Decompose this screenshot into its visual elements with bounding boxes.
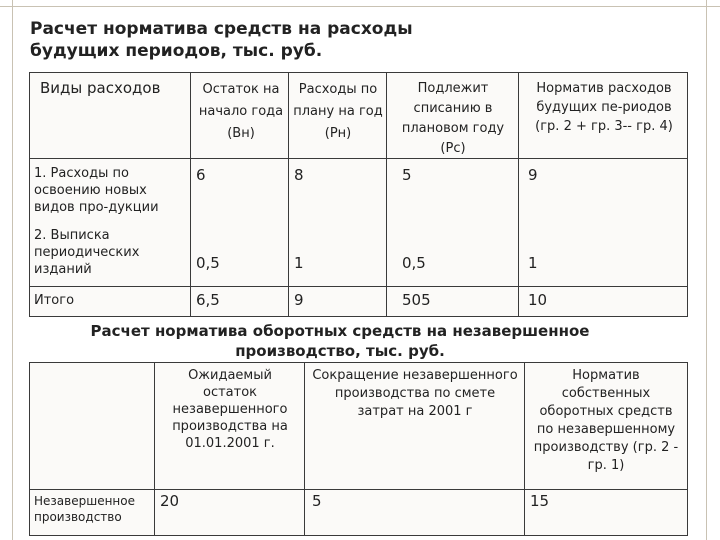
wip-expected-value: 20 <box>160 492 180 510</box>
row-opening-value: 6 <box>196 166 206 184</box>
wip-row-label: Незавершенное производство <box>34 494 135 524</box>
total-planned-value: 9 <box>294 291 304 309</box>
row-label: 1. Расходы по освоению новых видов про-дукции <box>34 166 159 215</box>
col-divider <box>154 363 155 535</box>
row-writeoff-value: 5 <box>402 166 412 184</box>
header-expected-balance: Ожидаемый остаток незавершенного производства на 01.01.2001 г. <box>172 368 288 451</box>
total-label: Итого <box>34 293 75 308</box>
frame-top-line <box>0 6 720 7</box>
frame-left-line <box>12 0 13 540</box>
frame-right-line <box>706 0 707 540</box>
header-norm: Норматив собственных оборотных средств по незавершенному производству (гр. 2 - гр. 1) <box>533 368 679 473</box>
row-divider <box>30 286 687 287</box>
header-norm: Норматив расходов будущих пе-риодов (гр. 2 + гр. 3-- гр. 4) <box>535 81 673 134</box>
col-divider <box>304 363 305 535</box>
row-opening-value: 0,5 <box>196 254 220 272</box>
wip-norm-value: 15 <box>530 492 550 510</box>
col-divider <box>288 73 289 316</box>
header-write-off: Подлежит списанию в плановом году (Рс) <box>401 81 505 156</box>
header-planned-expenses: Расходы по плану на год (Рн) <box>293 82 383 141</box>
col-divider <box>518 73 519 316</box>
col-divider <box>386 73 387 316</box>
expenses-title: Расчет норматива средств на расходы будущих периодов, тыс. руб. <box>30 19 413 61</box>
row-writeoff-value: 0,5 <box>402 254 426 272</box>
row-divider <box>30 489 687 490</box>
wip-table <box>29 362 688 536</box>
row-planned-value: 1 <box>294 254 304 272</box>
total-opening-value: 6,5 <box>196 291 220 309</box>
total-writeoff-value: 505 <box>402 291 431 309</box>
wip-title: Расчет норматива оборотных средств на незавершенное производство, тыс. руб. <box>90 322 590 360</box>
header-type: Виды расходов <box>40 79 161 97</box>
header-reduction: Сокращение незавершенного производства по смете затрат на 2001 г <box>312 368 518 419</box>
total-norm-value: 10 <box>528 291 548 309</box>
header-opening-balance: Остаток на начало года (Вн) <box>198 82 284 141</box>
row-norm-value: 9 <box>528 166 538 184</box>
expenses-table <box>29 72 688 317</box>
row-norm-value: 1 <box>528 254 538 272</box>
col-divider <box>190 73 191 316</box>
col-divider <box>524 363 525 535</box>
row-label: 2. Выписка периодических изданий <box>34 228 140 277</box>
row-divider <box>30 158 687 159</box>
wip-reduction-value: 5 <box>312 492 322 510</box>
row-planned-value: 8 <box>294 166 304 184</box>
